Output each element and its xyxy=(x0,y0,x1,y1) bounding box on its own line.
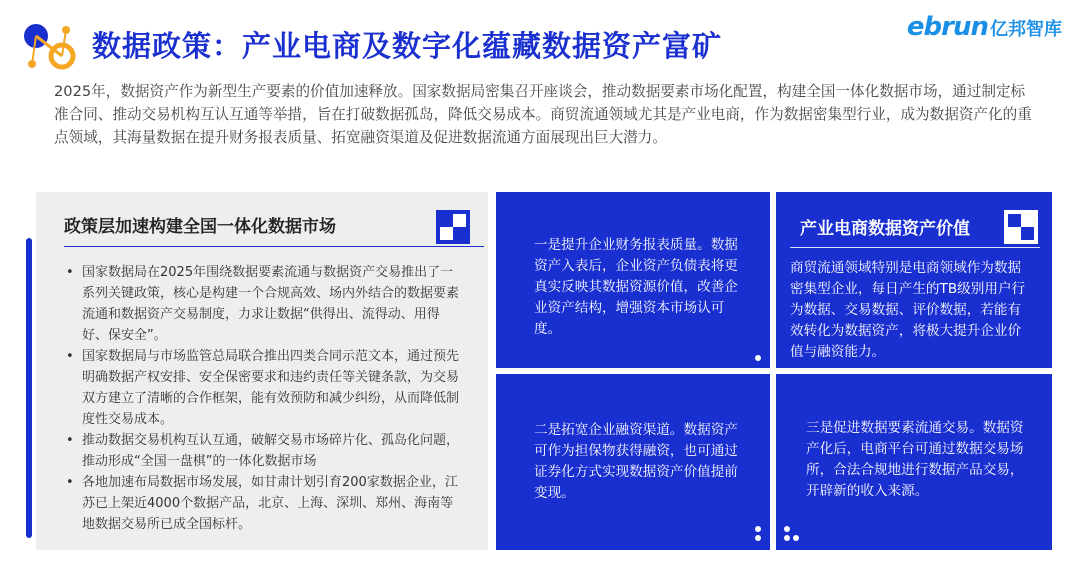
policy-bullet-list xyxy=(64,262,464,535)
policy-panel-title: 政策层加速构建全国一体化数据市场 xyxy=(64,217,336,237)
brand-wordmark: ebrun xyxy=(906,12,988,42)
square-grid-icon xyxy=(436,210,470,244)
dot-icon xyxy=(784,526,790,532)
page-title: 数据政策：产业电商及数字化蕴藏数据资产富矿 xyxy=(92,29,723,63)
card-circulation-text: 三是促进数据要素流通交易。数据资产化后，电商平台可通过数据交易场所，合法合规地进行数据产品交易，开辟新的收入来源。 xyxy=(806,420,1024,499)
card-financing-text: 二是拓宽企业融资渠道。数据资产可作为担保物获得融资，也可通过证券化方式实现数据资产价值提前变现。 xyxy=(534,422,738,501)
panel-accent-bar xyxy=(26,238,32,538)
dot-icon xyxy=(755,535,761,541)
dot-icon xyxy=(784,535,790,541)
brand-name: 亿邦智库 xyxy=(990,19,1062,40)
list-item: • 推动数据交易机构互认互通，破解交易市场碎片化、孤岛化问题，推动形成“全国一盘棋”的一体化数据市场 xyxy=(64,430,464,472)
policy-panel-divider xyxy=(64,246,484,247)
intro-paragraph: 2025年，数据资产作为新型生产要素的价值加速释放。国家数据局密集召开座谈会，推动数据要素市场化配置，构建全国一体化数据市场，通过制定标准合同、推动交易机构互认互通等举措，旨在打破数据孤岛，降低交易成本。商贸流通领域尤其是产业电商，作为数据密集型行业，成为数据资产化的重点领域，其海量数据在提升财务报表质量、拓宽融资渠道及促进数据流通方面展现出巨大潜力。 xyxy=(54,83,1032,146)
card-asset-value-text: 商贸流通领域特别是电商领域作为数据密集型企业，每日产生的TB级别用户行为数据、交易数据、评价数据，若能有效转化为数据资产，将极大提升企业价值与融资能力。 xyxy=(790,260,1026,360)
network-logo-icon xyxy=(22,22,78,72)
dot-icon xyxy=(755,355,761,361)
list-item: • 国家数据局与市场监管总局联合推出四类合同示范文本，通过预先明确数据产权安排、安全保密要求和违约责任等关键条款，为交易双方建立了清晰的合作框架，能有效预防和减少纠纷，从而降低制度性交易成本。 xyxy=(64,346,464,430)
card-financial-report-text: 一是提升企业财务报表质量。数据资产入表后，企业资产负债表将更真实反映其数据资源价值，改善企业资产结构，增强资本市场认可度。 xyxy=(534,237,738,337)
card-asset-value-divider xyxy=(790,247,1040,248)
brand-logo xyxy=(907,12,1062,46)
list-item: • 国家数据局在2025年围绕数据要素流通与数据资产交易推出了一系列关键政策，核心是构建一个合规高效、场内外结合的数据要素流通和数据资产交易制度，力求让数据“供得出、流得动、用得好、保安全”。 xyxy=(64,262,464,346)
list-item: • 各地加速布局数据市场发展，如甘肃计划引育200家数据企业，江苏已上架近4000个数据产品，北京、上海、深圳、郑州、海南等地数据交易所已成全国标杆。 xyxy=(64,472,464,535)
dot-icon xyxy=(793,535,799,541)
card-asset-value-title: 产业电商数据资产价值 xyxy=(800,219,970,239)
square-grid-icon xyxy=(1004,210,1038,244)
dot-icon xyxy=(755,526,761,532)
